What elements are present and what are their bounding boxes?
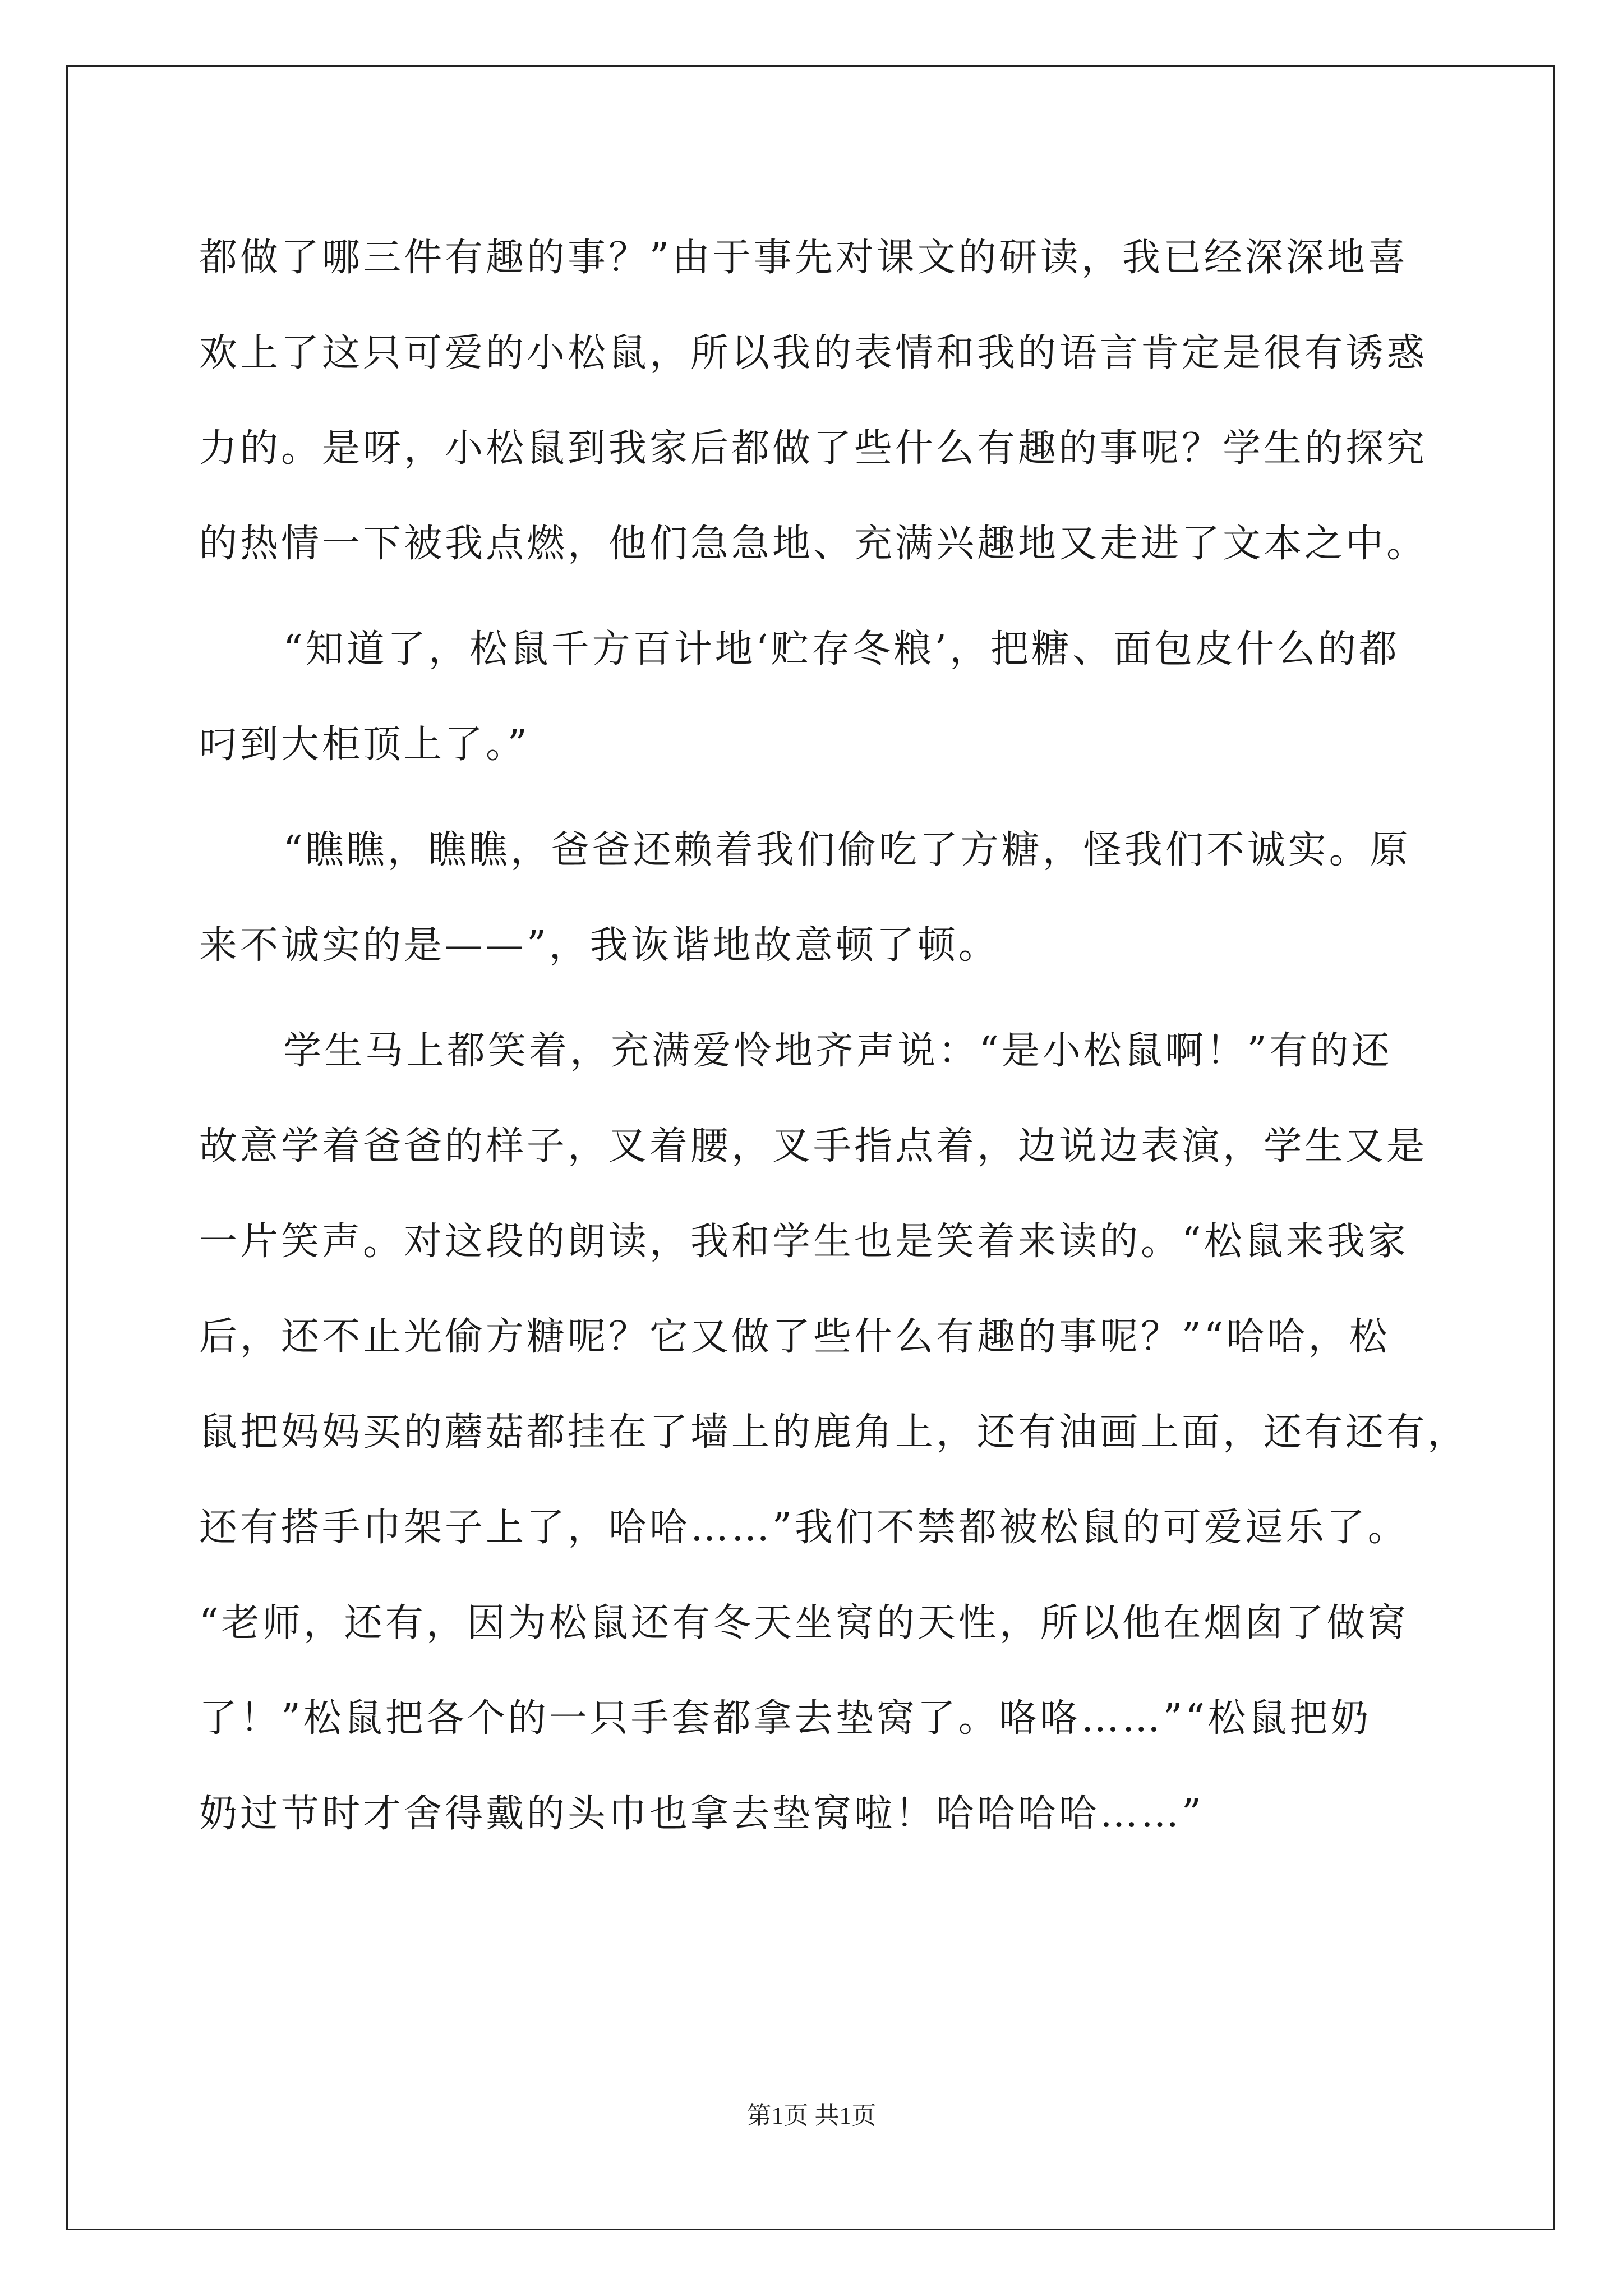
body-line-1: 都做了哪三件有趣的事？”由于事先对课文的研读，我已经深深地喜: [199, 236, 1409, 280]
body-line-8: 来不诚实的是——”，我诙谐地故意顿了顿。: [199, 923, 999, 968]
body-line-13: 鼠把妈妈买的蘑菇都挂在了墙上的鹿角上，还有油画上面，还有还有，: [199, 1410, 1469, 1455]
body-line-12: 后，还不止光偷方糖呢？它又做了些什么有趣的事呢？”“哈哈，松: [199, 1315, 1390, 1359]
body-line-10: 故意学着爸爸的样子，叉着腰，叉手指点着，边说边表演，学生又是: [199, 1124, 1428, 1168]
body-line-15: “老师，还有，因为松鼠还有冬天坐窝的天性，所以他在烟囱了做窝: [199, 1601, 1409, 1645]
body-line-11: 一片笑声。对这段的朗读，我和学生也是笑着来读的。“松鼠来我家: [199, 1220, 1409, 1264]
document-body: [199, 210, 1469, 1862]
body-line-5: “知道了，松鼠千方百计地‘贮存冬粮’，把糖、面包皮什么的都: [283, 627, 1400, 671]
body-line-16: 了！”松鼠把各个的一只手套都拿去垫窝了。咯咯……”“松鼠把奶: [199, 1696, 1372, 1741]
body-line-4: 的热情一下被我点燃，他们急急地、充满兴趣地又走进了文本之中。: [199, 522, 1428, 566]
body-line-14: 还有搭手巾架子上了，哈哈……”我们不禁都被松鼠的可爱逗乐了。: [199, 1506, 1409, 1550]
body-line-6: 叼到大柜顶上了。”: [199, 723, 530, 767]
body-line-2: 欢上了这只可爱的小松鼠，所以我的表情和我的语言肯定是很有诱惑: [199, 331, 1428, 375]
body-line-17: 奶过节时才舍得戴的头巾也拿去垫窝啦！哈哈哈哈……”: [199, 1792, 1204, 1836]
body-line-3: 力的。是呀，小松鼠到我家后都做了些什么有趣的事呢？学生的探究: [199, 426, 1428, 471]
body-line-9: 学生马上都笑着，充满爱怜地齐声说：“是小松鼠啊！”有的还: [283, 1029, 1393, 1073]
page-number: 第1页 共1页: [746, 2102, 877, 2129]
body-line-7: “瞧瞧，瞧瞧，爸爸还赖着我们偷吃了方糖，怪我们不诚实。原: [283, 828, 1411, 872]
